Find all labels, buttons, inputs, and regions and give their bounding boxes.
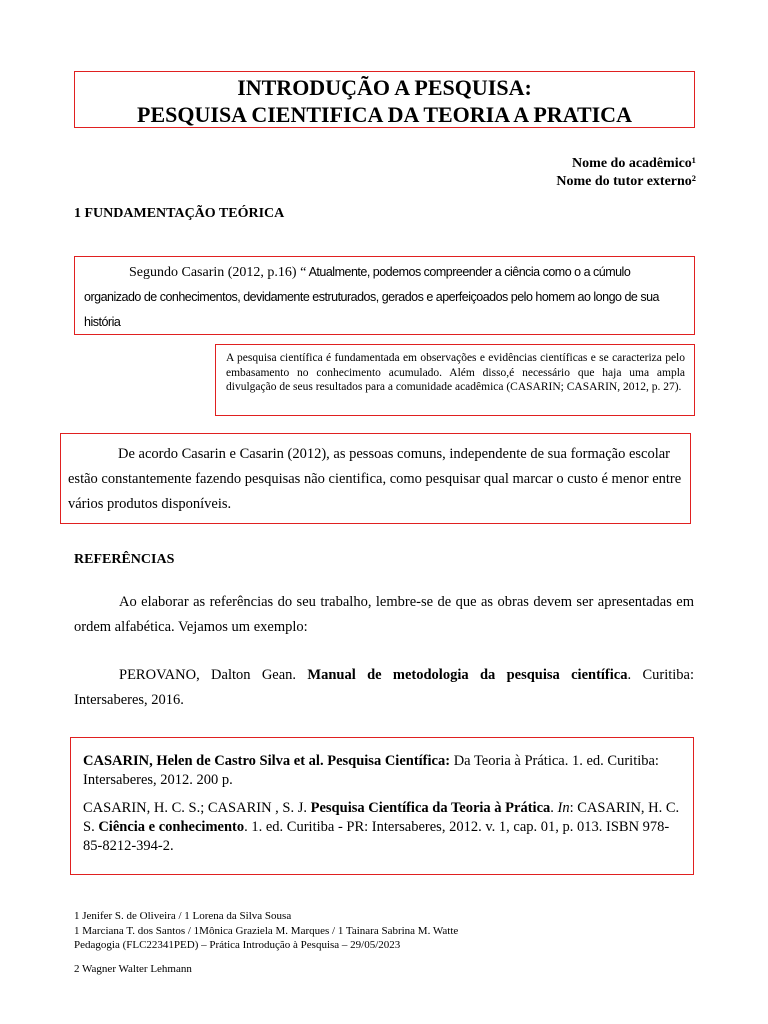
reference-part: .	[550, 800, 558, 816]
reference-part: . 1. ed. Curitiba - PR: Intersaberes, 2012. v. 1, cap. 01, p. 013. ISBN 978-85-8212-394-2.	[83, 819, 670, 854]
reference-example	[74, 663, 694, 713]
reference-rest: Da Teoria à Prática. 1. ed. Curitiba: Intersaberes, 2012. 200 p.	[83, 753, 659, 788]
footnote-line: 1 Marciana T. dos Santos / 1Mônica Graziela M. Marques / 1 Tainara Sabrina M. Watte	[74, 924, 459, 937]
reference-bold: Pesquisa Científica da Teoria à Prática	[310, 800, 551, 816]
reference-italic: In	[557, 800, 570, 816]
academic-name: Nome do acadêmico¹	[572, 156, 696, 171]
paraphrase-text: De acordo Casarin e Casarin (2012), as pessoas comuns, independente de sua formação escolar estão constantemente fazendo pesquisas não cientifica, como pesquisar qual marcar o custo é menor entre vários produtos disponíveis.	[68, 446, 682, 512]
title-box	[74, 71, 695, 128]
direct-quote-box	[74, 256, 695, 335]
reference-item	[83, 799, 683, 856]
example-author: PEROVANO, Dalton Gean.	[119, 667, 308, 683]
title-line-1: INTRODUÇÃO A PESQUISA:	[237, 75, 532, 100]
references-intro: Ao elaborar as referências do seu trabalho, lembre-se de que as obras devem ser apresentadas em ordem alfabética. Vejamos um exemplo:	[74, 594, 694, 635]
title-line-2: PESQUISA CIENTIFICA DA TEORIA A PRATICA	[137, 102, 632, 127]
long-citation-box: A pesquisa científica é fundamentada em observações e evidências científicas e se caracteriza pelo embasamento no conhecimento acumulado. Além disso,é necessário que haja uma ampla divulgação de seus resultados para a comunidade acadêmica (CASARIN; CASARIN, 2012, p. 27).	[215, 344, 695, 416]
references-list-box	[70, 737, 694, 875]
reference-part: : CASARIN, H. C. S.	[83, 800, 680, 835]
reference-item	[83, 752, 683, 790]
references-heading: REFERÊNCIAS	[74, 552, 175, 567]
reference-bold: CASARIN, Helen de Castro Silva et al. Pesquisa Científica:	[83, 753, 451, 769]
example-rest: . Curitiba: Intersaberes, 2016.	[74, 667, 694, 708]
quote-text: Atualmente, podemos compreender a ciência como o a cúmulo organizado de conhecimentos, devidamente estruturados, gerados e aperfeiçoados pelo homem ao longo de sua história	[84, 265, 659, 329]
section-heading: 1 FUNDAMENTAÇÃO TEÓRICA	[74, 206, 285, 221]
tutor-name: Nome do tutor externo²	[556, 174, 696, 189]
paraphrase-box	[60, 433, 691, 524]
reference-part: CASARIN, H. C. S.; CASARIN , S. J.	[83, 800, 311, 816]
footnote-line: Pedagogia (FLC22341PED) – Prática Introdução à Pesquisa – 29/05/2023	[74, 939, 401, 951]
footnote-line: 2 Wagner Walter Lehmann	[74, 962, 192, 975]
example-title: Manual de metodologia da pesquisa científica	[307, 667, 628, 683]
footnotes	[74, 909, 458, 976]
reference-bold: Ciência e conhecimento	[98, 819, 245, 835]
author-block	[556, 155, 696, 191]
footnote-line: 1 Jenifer S. de Oliveira / 1 Lorena da Silva Sousa	[74, 910, 292, 922]
quote-lead: Segundo Casarin (2012, p.16) “	[129, 265, 307, 280]
